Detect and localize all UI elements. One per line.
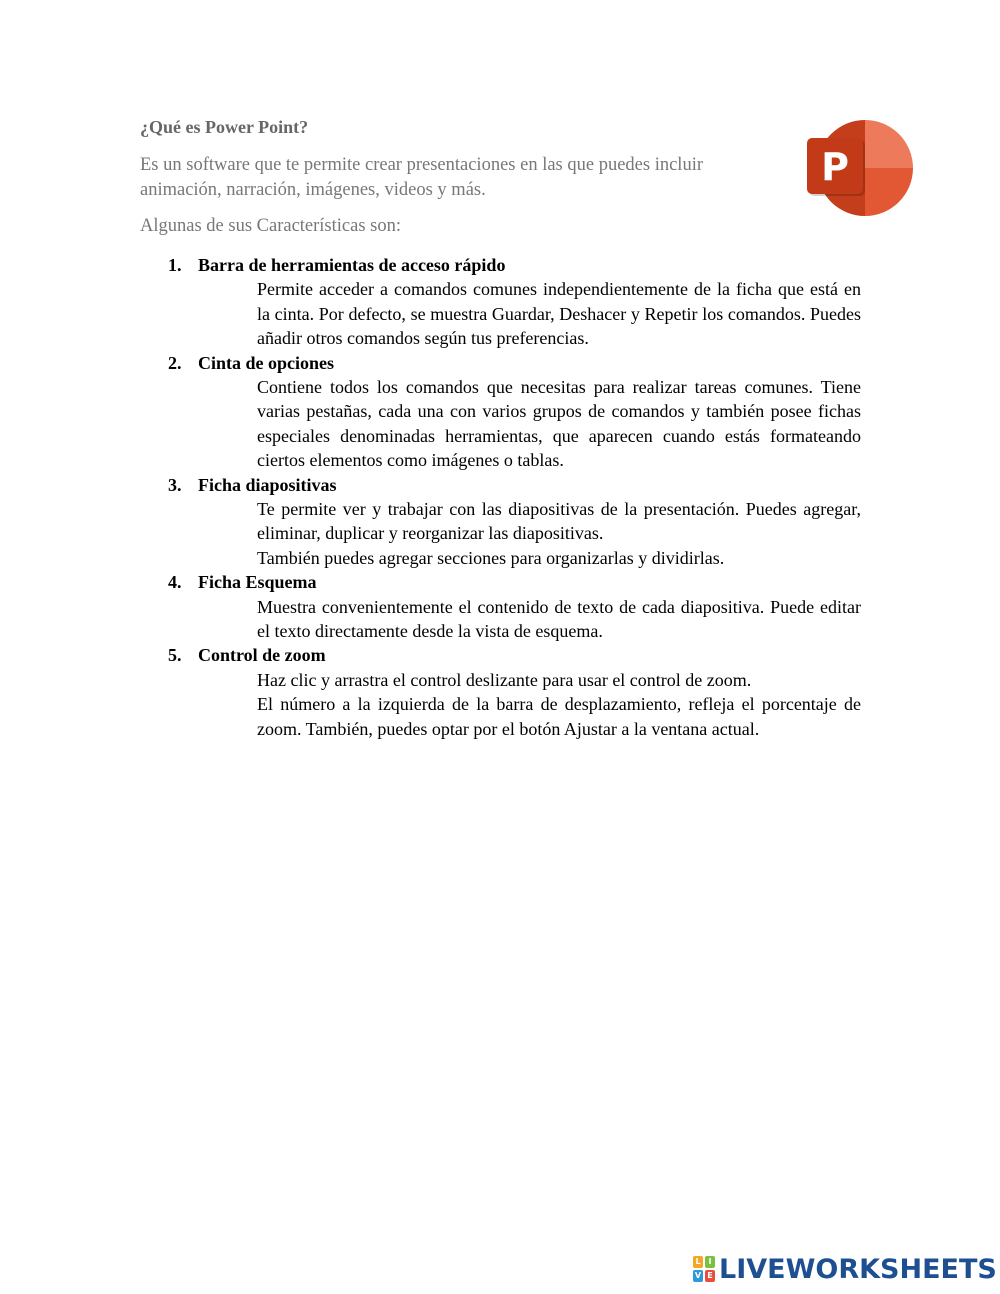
list-item-heading	[168, 643, 861, 667]
list-item-heading	[168, 570, 861, 594]
list-item-paragraph: Muestra convenientemente el contenido de texto de cada diapositiva. Puede editar el texto directamente desde la vista de esquema.	[257, 596, 861, 642]
powerpoint-logo-icon	[805, 118, 915, 218]
list-item-title: Cinta de opciones	[198, 352, 335, 373]
intro-paragraph: Es un software que te permite crear presentaciones en las que puedes incluir animación, narración, imágenes, videos y más.	[140, 155, 703, 200]
list-item-title: Barra de herramientas de acceso rápido	[198, 255, 506, 275]
liveworksheets-logo-icon	[693, 1256, 715, 1282]
list-item-paragraph: También puedes agregar secciones para organizarlas y dividirlas.	[257, 547, 725, 568]
logo-top-segment	[865, 120, 913, 168]
list-item-paragraph: Contiene todos los comandos que necesitas para realizar tareas comunes. Tiene varias pestañas, cada una con varios grupos de comandos y también posee fichas especiales denominadas herramientas, que aparecen cuando estás formateando ciertos elementos como imágenes o tablas.	[257, 377, 861, 471]
list-item-title: Ficha diapositivas	[198, 474, 337, 495]
list-item	[168, 253, 861, 351]
list-item-number: 3.	[168, 474, 182, 495]
page-title: ¿Qué es Power Point?	[140, 117, 309, 137]
list-item-body	[257, 497, 861, 570]
list-item-number: 5.	[168, 645, 182, 666]
list-item-heading	[168, 253, 861, 277]
features-list	[168, 253, 861, 741]
list-item	[168, 473, 861, 571]
list-item-heading	[168, 351, 861, 375]
list-item-paragraph: Te permite ver y trabajar con las diapositivas de la presentación. Puedes agregar, eliminar, duplicar y reorganizar las diapositivas.	[257, 499, 861, 544]
list-item-body	[257, 375, 861, 473]
list-item-number: 1.	[168, 255, 182, 275]
list-item-paragraph: El número a la izquierda de la barra de desplazamiento, refleja el porcentaje de zoom. También, puedes optar por el botón Ajustar a la ventana actual.	[257, 694, 861, 739]
logo-letter: P	[821, 145, 849, 189]
brand-mark-tile: E	[705, 1270, 715, 1282]
list-item-paragraph: Permite acceder a comandos comunes independientemente de la ficha que está en la cinta. Por defecto, se muestra Guardar, Deshacer y Repetir los comandos. Puedes añadir otros comandos según tus preferencias.	[257, 279, 861, 349]
brand-mark-tile: I	[705, 1256, 715, 1268]
list-item-title: Control de zoom	[198, 645, 326, 666]
list-item-number: 2.	[168, 352, 182, 373]
brand-name: LIVEWORKSHEETS	[719, 1253, 997, 1285]
list-item-number: 4.	[168, 572, 182, 593]
list-item-body	[257, 668, 861, 741]
brand-mark-tile: V	[694, 1271, 702, 1280]
liveworksheets-brand	[693, 1252, 997, 1286]
list-item-body	[257, 595, 861, 644]
list-item-body	[257, 277, 861, 350]
list-item	[168, 643, 861, 741]
list-item	[168, 351, 861, 473]
features-intro: Algunas de sus Características son:	[140, 216, 401, 236]
list-item-paragraph: Haz clic y arrastra el control deslizante para usar el control de zoom.	[257, 669, 752, 690]
list-item	[168, 570, 861, 643]
brand-mark-tile: L	[693, 1256, 703, 1268]
logo-right-segment	[865, 168, 913, 216]
list-item-title: Ficha Esquema	[198, 572, 317, 593]
list-item-heading	[168, 473, 861, 497]
